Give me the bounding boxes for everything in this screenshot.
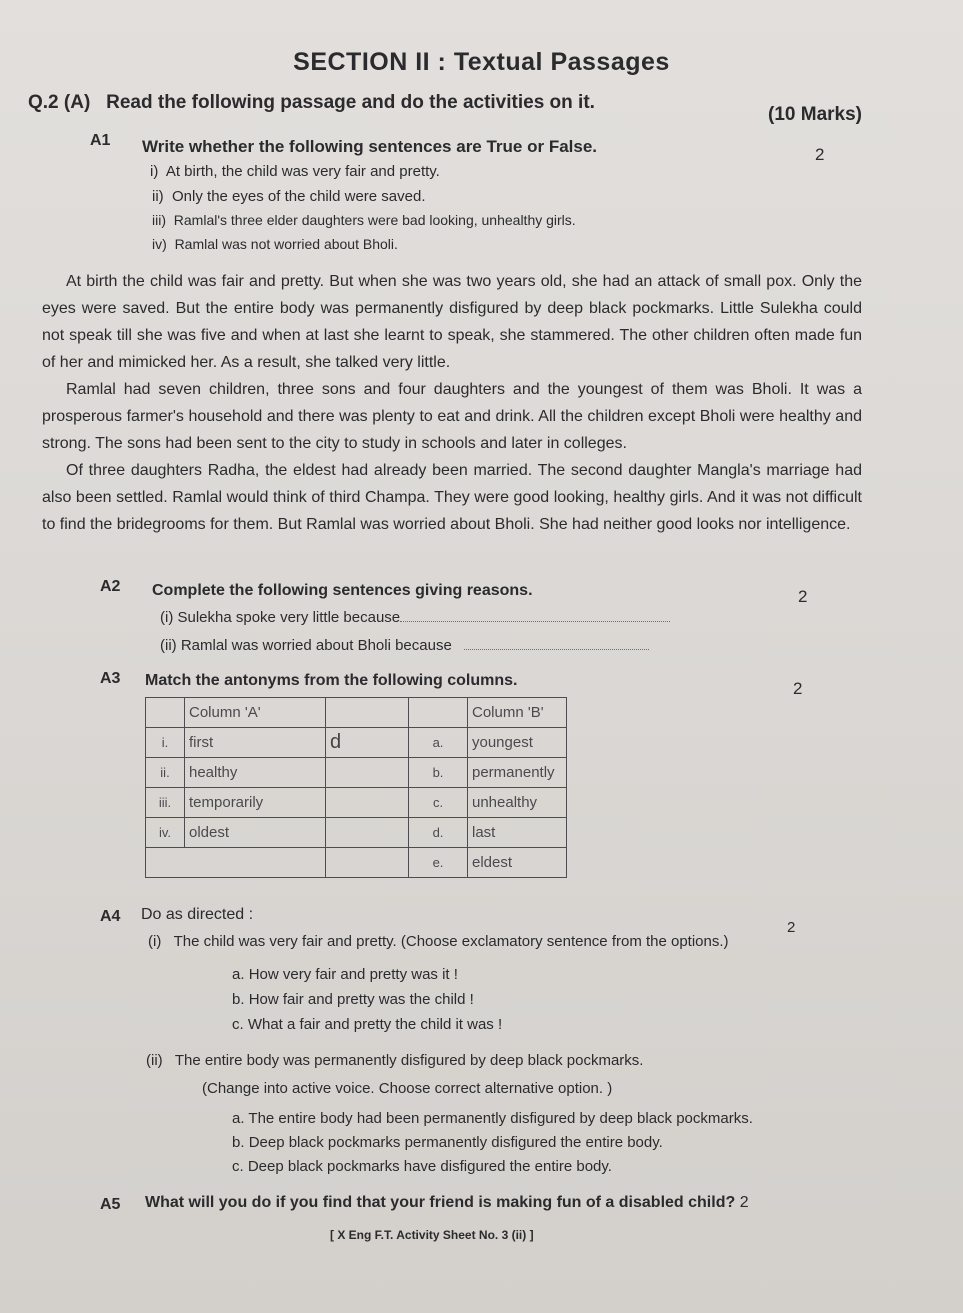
answer-blank — [464, 639, 649, 650]
a1-marks: 2 — [815, 145, 825, 164]
row-number: i. — [146, 728, 185, 758]
section-title: SECTION II : Textual Passages — [293, 48, 670, 76]
item-number: (i) — [148, 933, 162, 950]
row-letter: b. — [409, 758, 468, 788]
a2-item — [160, 609, 670, 626]
a1-item — [150, 163, 440, 180]
question-marks: (10 Marks) — [768, 104, 862, 125]
question-instruction: Read the following passage and do the activities on it. — [106, 92, 595, 113]
column-a-word: temporarily — [185, 788, 326, 818]
item-number: (i) — [160, 609, 174, 626]
question-label: Q.2 (A) — [28, 92, 91, 113]
column-a-word — [185, 848, 326, 878]
a2-marks: 2 — [798, 587, 808, 606]
a4-q1-option — [232, 991, 474, 1008]
answer-cell — [326, 818, 409, 848]
a2-item — [160, 637, 649, 654]
a4-q2-option — [232, 1158, 612, 1175]
a5-question — [145, 1194, 749, 1212]
answer-cell — [326, 788, 409, 818]
table-row — [146, 818, 567, 848]
a5-label: A5 — [100, 1196, 121, 1213]
a1-item — [152, 188, 426, 205]
answer-cell — [326, 848, 409, 878]
item-text: Ramlal was worried about Bholi because — [180, 637, 452, 654]
a1-label: A1 — [90, 132, 111, 149]
option-letter: c. — [232, 1016, 244, 1033]
column-b-word: last — [468, 818, 567, 848]
column-a-word: first — [185, 728, 326, 758]
option-text: The entire body had been permanently disfigured by deep black pockmarks. — [248, 1110, 753, 1127]
passage-paragraph: At birth the child was fair and pretty. But when she was two years old, she had an attack of small pox. Only the eyes were saved. But the entire body was permanently disfigured by deep black pockmarks. Little Sulekha could not speak till she was five and when at last she learnt to speak, she stammered. The other children often made fun of her and mimicked her. As a result, she talked very little. — [42, 273, 862, 371]
row-letter: c. — [409, 788, 468, 818]
item-number: (ii) — [160, 637, 177, 654]
answer-cell — [326, 758, 409, 788]
item-text: Ramlal's three elder daughters were bad looking, unhealthy girls. — [173, 212, 576, 228]
row-number: iv. — [146, 818, 185, 848]
handwritten-answer: d — [330, 731, 342, 753]
a5-text: What will you do if you find that your friend is making fun of a disabled child? — [145, 1194, 736, 1211]
a3-label: A3 — [100, 670, 121, 687]
antonym-table — [145, 697, 567, 878]
column-a-word: oldest — [185, 818, 326, 848]
a4-q1-option — [232, 1016, 502, 1033]
table-row — [146, 728, 567, 758]
item-number: iv) — [152, 236, 167, 252]
option-letter: a. — [232, 966, 245, 983]
option-text: Deep black pockmarks have disfigured the entire body. — [247, 1158, 612, 1175]
a3-marks: 2 — [793, 679, 803, 698]
row-number — [146, 848, 185, 878]
column-b-word: unhealthy — [468, 788, 567, 818]
table-cell — [146, 698, 185, 728]
answer-blank — [400, 611, 670, 622]
a1-item — [152, 212, 576, 228]
item-number: (ii) — [146, 1052, 163, 1069]
question-header — [28, 92, 595, 114]
passage — [42, 268, 862, 538]
option-text: How fair and pretty was the child ! — [248, 991, 474, 1008]
footer-reference: [ X Eng F.T. Activity Sheet No. 3 (ii) ] — [330, 1228, 534, 1242]
option-text: How very fair and pretty was it ! — [248, 966, 458, 983]
table-row — [146, 758, 567, 788]
a4-question-1 — [148, 933, 729, 950]
a5-marks: 2 — [739, 1194, 749, 1211]
option-text: What a fair and pretty the child it was ! — [247, 1016, 503, 1033]
item-text: Only the eyes of the child were saved. — [172, 188, 426, 205]
option-letter: c. — [232, 1158, 244, 1175]
a4-q1-option — [232, 966, 458, 983]
a4-heading: Do as directed : — [141, 906, 254, 923]
a4-q2-option — [232, 1134, 663, 1151]
a4-marks: 2 — [787, 919, 796, 936]
a4-label: A4 — [100, 908, 121, 925]
column-a-header: Column 'A' — [185, 698, 326, 728]
row-letter: e. — [409, 848, 468, 878]
table-row — [146, 788, 567, 818]
a2-label: A2 — [100, 578, 121, 595]
passage-paragraph: Ramlal had seven children, three sons and four daughters and the youngest of them was Bholi. It was a prosperous farmer's household and there was plenty to eat and drink. All the children except Bholi were healthy and strong. The sons had been sent to the city to study in schools and later in colleges. — [42, 381, 862, 452]
a4-q2-note: (Change into active voice. Choose correct alternative option. ) — [202, 1080, 613, 1097]
item-text: The entire body was permanently disfigured by deep black pockmarks. — [174, 1052, 644, 1069]
answer-cell — [326, 728, 409, 758]
table-row — [146, 848, 567, 878]
option-text: Deep black pockmarks permanently disfigured the entire body. — [248, 1134, 663, 1151]
option-letter: a. — [232, 1110, 245, 1127]
row-letter: d. — [409, 818, 468, 848]
column-b-word: eldest — [468, 848, 567, 878]
item-text: Ramlal was not worried about Bholi. — [174, 236, 398, 252]
option-letter: b. — [232, 991, 245, 1008]
a3-heading: Match the antonyms from the following columns. — [145, 672, 518, 689]
column-b-header: Column 'B' — [468, 698, 567, 728]
row-number: iii. — [146, 788, 185, 818]
item-number: iii) — [152, 212, 166, 228]
column-a-word: healthy — [185, 758, 326, 788]
column-b-word: youngest — [468, 728, 567, 758]
item-number: i) — [150, 163, 159, 180]
table-header-row — [146, 698, 567, 728]
a1-item — [152, 236, 398, 252]
table-cell — [326, 698, 409, 728]
item-text: Sulekha spoke very little because — [177, 609, 401, 626]
table-cell — [409, 698, 468, 728]
a4-question-2 — [146, 1052, 643, 1069]
row-letter: a. — [409, 728, 468, 758]
item-number: ii) — [152, 188, 164, 205]
a2-heading: Complete the following sentences giving reasons. — [152, 582, 533, 599]
column-b-word: permanently — [468, 758, 567, 788]
option-letter: b. — [232, 1134, 245, 1151]
a4-q2-option — [232, 1110, 753, 1127]
item-text: The child was very fair and pretty. (Choose exclamatory sentence from the options.) — [173, 933, 729, 950]
item-text: At birth, the child was very fair and pretty. — [165, 163, 440, 180]
passage-paragraph: Of three daughters Radha, the eldest had already been married. The second daughter Mangla's marriage had also been settled. Ramlal would think of third Champa. They were good looking, healthy girls. And it was not difficult to find the bridegrooms for them. But Ramlal was worried about Bholi. She had neither good looks nor intelligence. — [42, 462, 862, 533]
a1-heading: Write whether the following sentences are True or False. — [142, 137, 598, 156]
row-number: ii. — [146, 758, 185, 788]
